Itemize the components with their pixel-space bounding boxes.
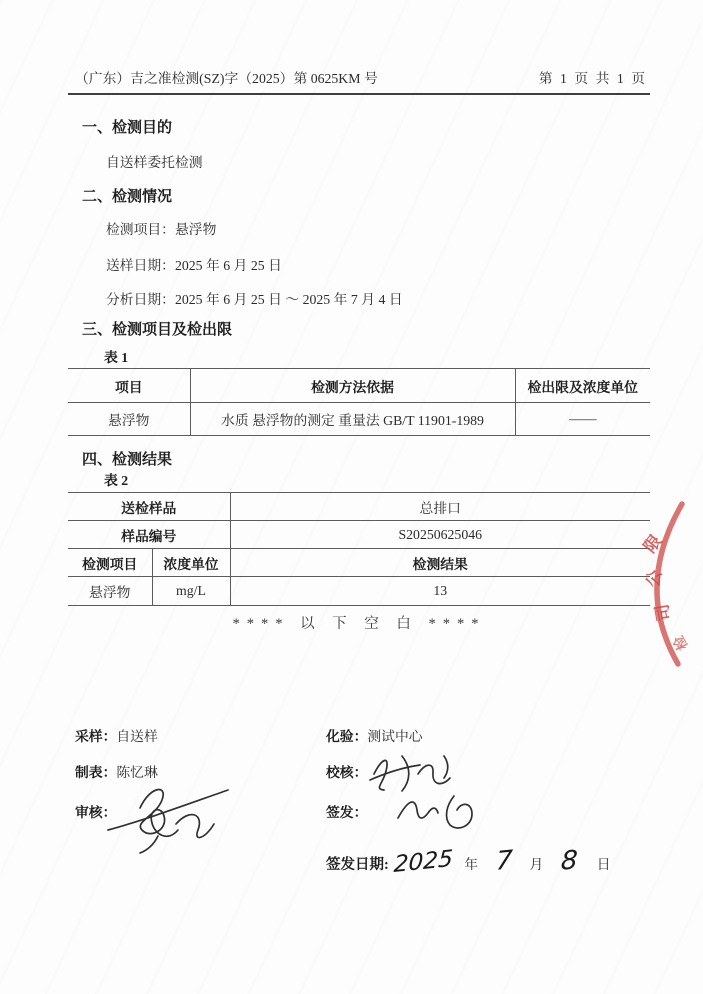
- issue-label: 签发：: [326, 805, 368, 820]
- result-cell-result: 13: [230, 577, 650, 606]
- review-label: 审核：: [75, 805, 117, 820]
- method-cell-item: 悬浮物: [68, 403, 190, 436]
- lab-label: 化验：: [326, 729, 368, 744]
- table1-label: 表 1: [104, 350, 129, 365]
- method-table: [68, 368, 650, 436]
- method-header-item: 项目: [114, 379, 143, 395]
- table2-label: 表 2: [104, 473, 129, 488]
- year-char: 年: [464, 857, 479, 872]
- sampling-line: [75, 728, 158, 745]
- issue-date-month-handwritten: 7: [494, 845, 513, 877]
- result-header-item: 检测项目: [68, 549, 152, 577]
- method-table-data-row: [68, 403, 650, 436]
- sampling-value: 自送样: [116, 729, 158, 744]
- result-header-result: 检测结果: [230, 549, 650, 577]
- company-seal-stamp: [612, 492, 703, 677]
- result-cell-item: 悬浮物: [68, 577, 152, 606]
- seal-char-3: 司: [652, 602, 674, 623]
- issue-date-line: [326, 845, 611, 878]
- section-2-heading: 二、检测情况: [82, 189, 173, 205]
- section-4-heading: 四、检测结果: [82, 452, 173, 468]
- result-table-header-row: [68, 549, 650, 577]
- sample-value-cell: 总排口: [230, 493, 650, 521]
- prepared-value: 陈忆琳: [116, 765, 158, 780]
- method-header-basis: 检测方法依据: [190, 369, 515, 403]
- lab-value: 测试中心: [367, 729, 423, 744]
- month-char: 月: [529, 857, 544, 872]
- code-label-cell: 样品编号: [68, 521, 230, 549]
- header-rule: [68, 93, 650, 95]
- method-cell-basis: 水质 悬浮物的测定 重量法 GB/T 11901-1989: [190, 403, 515, 436]
- analysis-date-line: 分析日期：2025 年 6 月 25 日 ～ 2025 年 7 月 4 日: [106, 292, 403, 307]
- sample-date-line: 送样日期：2025 年 6 月 25 日: [106, 258, 282, 273]
- section-3-heading: 三、检测项目及检出限: [82, 322, 233, 338]
- issue-date-label: 签发日期:: [326, 857, 389, 873]
- test-item-line: 检测项目：悬浮物: [106, 222, 217, 237]
- lab-line: [326, 728, 423, 745]
- blank-below-note: **** 以 下 空 白 ****: [232, 616, 486, 632]
- issue-signature: [392, 786, 487, 838]
- code-value-cell: S20250625046: [230, 521, 650, 549]
- issue-date-year-handwritten: 2025: [393, 846, 454, 878]
- seal-char-1: 限: [640, 531, 666, 557]
- review-signature: [100, 778, 235, 856]
- section-1-heading: 一、检测目的: [82, 120, 173, 136]
- result-cell-unit: mg/L: [152, 577, 230, 606]
- day-char: 日: [596, 857, 611, 872]
- seal-char-4: 检: [671, 632, 692, 653]
- result-table: [68, 492, 650, 606]
- method-header-limit: 检出限及浓度单位: [515, 369, 650, 403]
- result-table-data-row: [68, 577, 650, 606]
- header-page-number: 第 1 页 共 1 页: [538, 71, 647, 86]
- sample-label-cell: 送检样品: [121, 500, 177, 516]
- result-table-code-row: [68, 521, 650, 549]
- method-table-header-row: [68, 369, 650, 403]
- issue-date-day-handwritten: 8: [559, 845, 579, 877]
- issue-line: [326, 804, 367, 821]
- header-doc-number: （广东）吉之准检测(SZ)字（2025）第 0625KM 号: [75, 71, 378, 86]
- sampling-label: 采样：: [75, 729, 117, 744]
- result-table-sample-row: [68, 493, 650, 521]
- seal-char-2: 公: [643, 568, 666, 589]
- result-header-unit: 浓度单位: [152, 549, 230, 577]
- method-cell-limit: ——: [515, 403, 650, 436]
- prepared-label: 制表：: [75, 765, 117, 780]
- purpose-text: 自送样委托检测: [106, 155, 203, 170]
- check-label: 校核：: [326, 765, 368, 780]
